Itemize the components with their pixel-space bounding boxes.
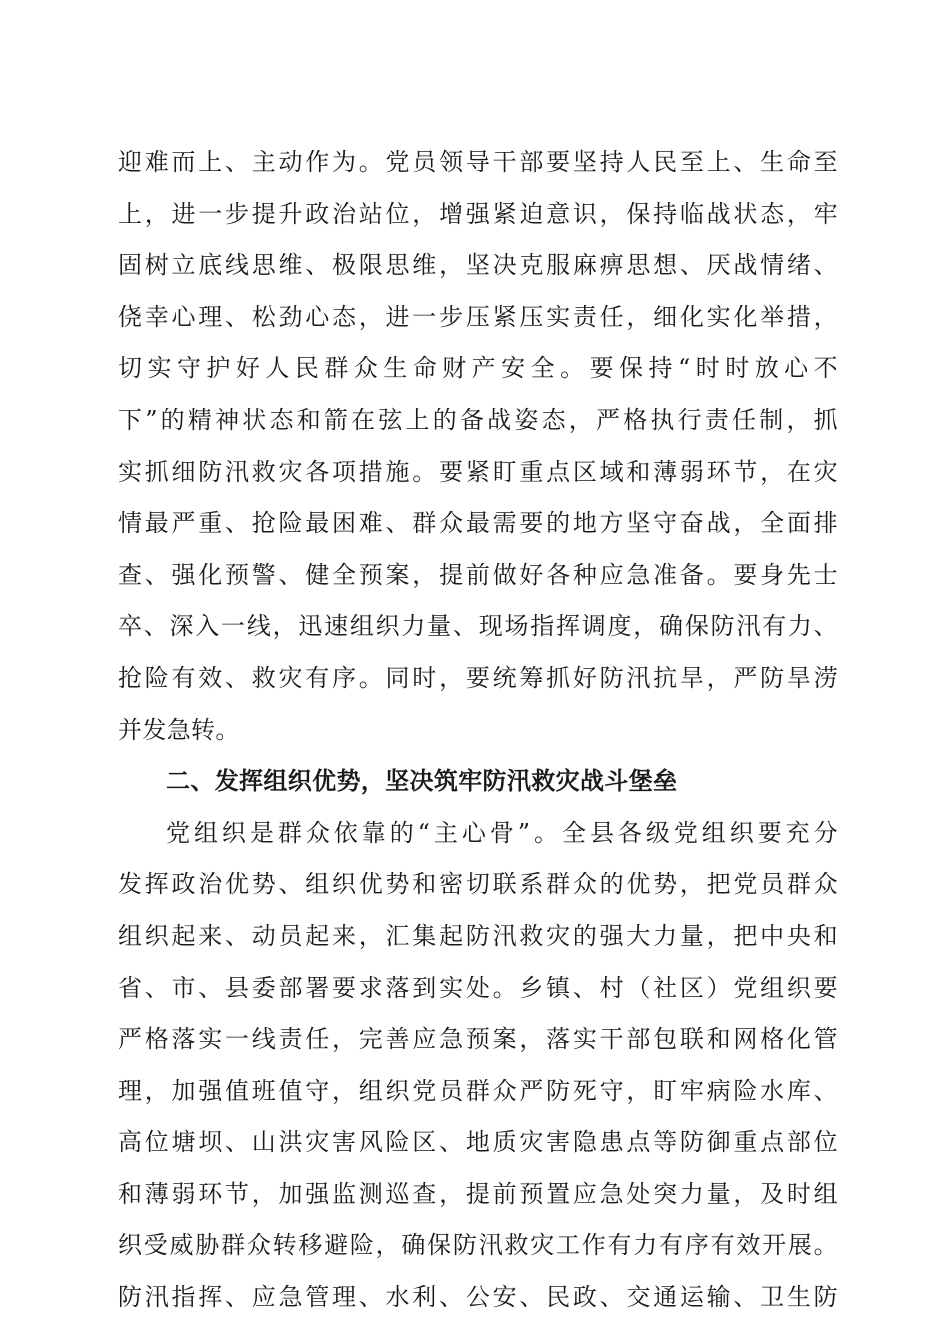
body-line: 织受威胁群众转移避险，确保防汛救灾工作有力有序有效开展。 [118,1231,838,1260]
body-line: 抢险有效、救灾有序。同时，要统筹抓好防汛抗旱，严防旱涝 [118,663,838,692]
body-line: 实抓细防汛救灾各项措施。要紧盯重点区域和薄弱环节，在灾 [118,457,838,486]
body-line: 查、强化预警、健全预案，提前做好各种应急准备。要身先士 [118,560,838,589]
body-line: 理，加强值班值守，组织党员群众严防死守，盯牢病险水库、 [118,1076,838,1105]
body-line: 迎难而上、主动作为。党员领导干部要坚持人民至上、生命至 [118,148,838,176]
body-line: 防汛指挥、应急管理、水利、公安、民政、交通运输、卫生防 [118,1283,838,1312]
body-line: 固树立底线思维、极限思维，坚决克服麻痹思想、厌战情绪、 [118,251,838,280]
document-body [118,137,838,1324]
body-line: 下”的精神状态和箭在弦上的备战姿态，严格执行责任制，抓 [118,405,838,434]
body-line: 严格落实一线责任，完善应急预案，落实干部包联和网格化管 [118,1025,838,1054]
body-line: 组织起来、动员起来，汇集起防汛救灾的强大力量，把中央和 [118,921,838,950]
body-line: 并发急转。 [118,715,240,744]
body-line: 高位塘坝、山洪灾害风险区、地质灾害隐患点等防御重点部位 [118,1128,838,1157]
body-line: 和薄弱环节，加强监测巡查，提前预置应急处突力量，及时组 [118,1179,838,1208]
section-heading: 二、发挥组织优势，坚决筑牢防汛救灾战斗堡垒 [166,767,678,796]
body-line: 党组织是群众依靠的“主心骨”。全县各级党组织要充分 [166,818,838,847]
body-line: 上，进一步提升政治站位，增强紧迫意识，保持临战状态，牢 [118,199,838,228]
body-line: 情最严重、抢险最困难、群众最需要的地方坚守奋战，全面排 [118,509,838,538]
body-line: 发挥政治优势、组织优势和密切联系群众的优势，把党员群众 [118,870,838,899]
body-line: 侥幸心理、松劲心态，进一步压紧压实责任，细化实化举措， [118,302,838,331]
body-line: 卒、深入一线，迅速组织力量、现场指挥调度，确保防汛有力、 [118,612,838,641]
body-line: 省、市、县委部署要求落到实处。乡镇、村（社区）党组织要 [118,973,838,1002]
body-line: 切实守护好人民群众生命财产安全。要保持“时时放心不 [118,354,838,383]
